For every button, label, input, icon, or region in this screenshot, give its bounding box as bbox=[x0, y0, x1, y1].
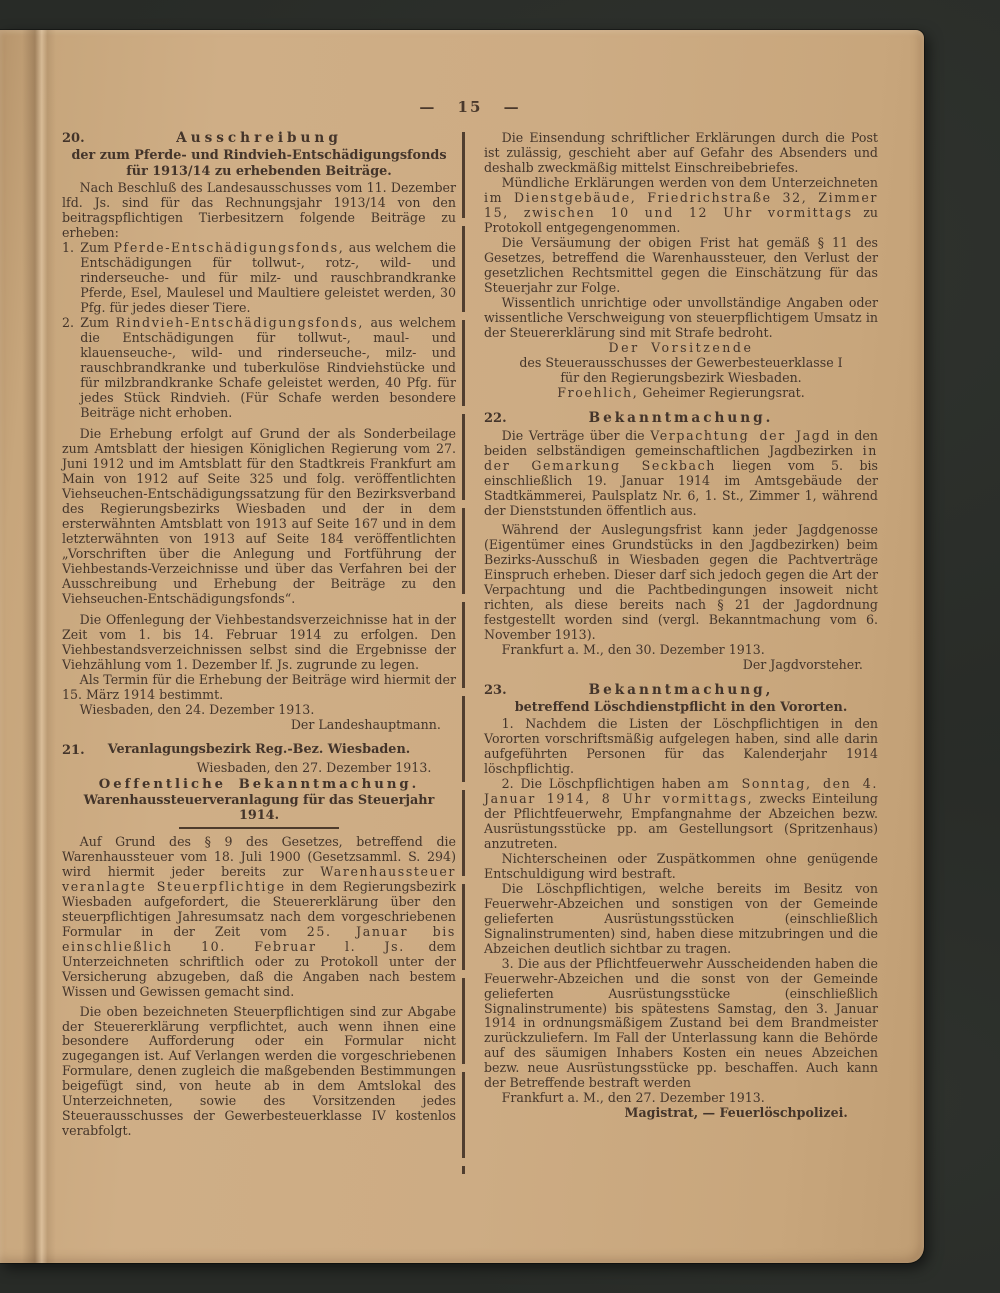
list-text-emphasis: Rindvieh-Entschädigungsfonds, bbox=[115, 315, 364, 330]
dateline: Frankfurt a. M., den 30. Dezember 1913. bbox=[501, 641, 765, 657]
section-21-continuation bbox=[484, 130, 878, 400]
paragraph-text: zu Protokoll entgegengenommen. bbox=[484, 204, 878, 235]
page-number: — 15 — bbox=[419, 98, 521, 116]
paragraph: Die Versäumung der obigen Frist hat gemäß § 11 des Gesetzes, betreffend die Warenhaussteuer, den Verlust der gesetzlichen Rechtsmittel gegen die Einschätzung für das Steuerjahr zur Folge. bbox=[484, 234, 878, 295]
paragraph-text: Die Verträge über die bbox=[501, 427, 651, 443]
list-text: aus welchem die Entschädigungen für tollwut-, rotz-, wild- und rinderseuche- und für milz- und rauschbrandkranke Pferde, Esel, Maulesel und Maultiere geleistet werden, 30 Pfg. für jedes dieser Tiere. bbox=[80, 240, 456, 316]
section-20-header bbox=[62, 130, 456, 146]
section-title: Bekanntmachung. bbox=[588, 409, 774, 426]
paragraph: 1. Nachdem die Listen der Löschpflichtigen in den Vororten vorschriftsmäßig aufgelegen haben, sind alle darin aufgeführten Personen für das Kalenderjahr 1914 löschpflichtig. bbox=[484, 715, 878, 776]
paragraph-text: 2. Die Löschpflichtigen haben bbox=[501, 775, 708, 791]
section-22 bbox=[484, 410, 878, 672]
list-text: aus welchem die Entschädigungen für tollwut-, maul- und klauenseuche-, wild- und rinderseuche-, milz- und rauschbrandkranke und tuberkulöse Rindviehstücke und für milzbrandkranke Schafe geleistet werden, 40 Pfg. für jedes Stück Rindvieh. (Für Schafe werden besondere Beiträge nicht erhoben. bbox=[80, 315, 456, 420]
right-column bbox=[484, 130, 878, 1148]
paragraph: Die Löschpflichtigen, welche bereits im Besitz von Feuerwehr-Abzeichen und sonstigen von der Gemeinde gelieferten Ausrüstungsstücken (einschließlich Signalinstrumenten) sind, haben diese mitzubringen und die Abzeichen deutlich sichtbar zu tragen. bbox=[484, 880, 878, 956]
list-item bbox=[62, 240, 456, 315]
dateline: Frankfurt a. M., den 27. Dezember 1913. bbox=[501, 1090, 765, 1106]
section-number: 20. bbox=[62, 131, 85, 146]
section-21 bbox=[62, 742, 456, 1139]
paragraph-text-emphasis: am Sonntag, den 4. Januar 1914, 8 Uhr vormittags, bbox=[484, 775, 878, 806]
section-21-header bbox=[62, 742, 456, 758]
public-notice-heading: Oeffentliche Bekanntmachung. bbox=[98, 776, 420, 792]
paragraph-text-emphasis: in der Gemarkung Seckbach bbox=[484, 442, 878, 473]
section-subtitle: betreffend Löschdienstpflicht in den Vororten. bbox=[514, 699, 848, 715]
paragraph bbox=[484, 175, 878, 235]
paragraph-text-emphasis: Warenhaussteuer veranlagte Steuerpflichtige bbox=[62, 863, 456, 894]
signature-name-emphasis: Froehlich, bbox=[557, 384, 639, 400]
section-22-header bbox=[484, 410, 878, 426]
paragraph-text: Mündliche Erklärungen werden von dem Unterzeichneten bbox=[501, 174, 878, 190]
paragraph: Die Offenlegung der Viehbestandsverzeichnisse hat in der Zeit vom 1. bis 14. Februar 1914 zu erfolgen. Den Viehbestandsverzeichnissen selbst sind die Ergebnisse der Viehzählung vom 1. Dezember lf. Js. zugrunde zu legen. bbox=[62, 611, 456, 672]
two-column-layout bbox=[62, 130, 878, 1148]
section-number: 22. bbox=[484, 410, 507, 426]
scanned-gazette-page bbox=[0, 30, 924, 1263]
heading-rule bbox=[179, 827, 339, 829]
paragraph: Die Erhebung erfolgt auf Grund der als Sonderbeilage zum Amtsblatt der hiesigen Königlichen Regierung vom 27. Juni 1912 und im Amtsblatt für den Stadtkreis Frankfurt am Main von 1912 auf Seite 325 und folg. veröffentlichten Viehseuchen-Entschädigungssatzung für den Bezirksverband des Regierungsbezirks Wiesbaden und der in dem ersterwähnten Amtsblatt von 1913 auf Seite 167 und in dem letzterwähnten von 1913 auf Seite 184 veröffentlichten „Vorschriften über die Anlegung und Fortführung der Viehbestands-Verzeichnisse und über das Verfahren bei der Ausschreibung und Erhebung der Beiträge zu den Viehseuchen-Entschädigungsfonds“. bbox=[62, 425, 456, 606]
section-title: Bekanntmachung, bbox=[588, 681, 774, 698]
left-column bbox=[62, 130, 456, 1148]
section-number: 21. bbox=[62, 742, 85, 758]
paragraph-text-emphasis: im Dienstgebäude, Friedrichstraße 32, Zimmer 15, zwischen 10 und 12 Uhr vormittags bbox=[484, 189, 878, 220]
page-fold-crease bbox=[22, 30, 56, 1263]
signature: Der Landeshauptmann. bbox=[290, 716, 441, 732]
paragraph bbox=[62, 834, 456, 999]
dateline: Wiesbaden, den 27. Dezember 1913. bbox=[196, 759, 432, 775]
list-text-emphasis: Pferde-Entschädigungsfonds, bbox=[113, 240, 345, 256]
signature: Magistrat, — Feuerlöschpolizei. bbox=[624, 1105, 848, 1121]
signature-role: Der Vorsitzende bbox=[608, 339, 754, 355]
paragraph-text: in den beiden selbständigen gemeinschaftlichen Jagdbezirken bbox=[484, 427, 878, 458]
notice-subject-heading: Warenhaussteuerveranlagung für das Steuerjahr 1914. bbox=[83, 793, 435, 824]
dateline: Wiesbaden, den 24. Dezember 1913. bbox=[79, 701, 315, 717]
paragraph-text: in dem Regierungsbezirk Wiesbaden aufgefordert, die Steuererklärung über den steuerpflichtigen Jahresumsatz nach dem vorgeschriebenen Formular in der Zeit vom bbox=[62, 878, 456, 939]
section-subtitle: der zum Pferde- und Rindvieh-Entschädigungsfonds für 1913/14 zu erhebenden Beiträge. bbox=[71, 148, 447, 180]
section-title: Ausschreibung bbox=[176, 130, 342, 146]
signature-name-rest: Geheimer Regierungsrat. bbox=[638, 384, 805, 400]
paragraph: Nach Beschluß des Landesausschusses vom 11. Dezember lfd. Js. sind für das Rechnungsjahr 1913/14 von den beitragspflichtigen Tierbesitzern folgende Beiträge zu erheben: bbox=[62, 180, 456, 241]
section-23 bbox=[484, 682, 878, 1121]
signature: Der Jagdvorsteher. bbox=[742, 656, 863, 672]
paragraph-text-emphasis: 25. Januar bis einschließlich 10. Februar l. Js. bbox=[62, 923, 456, 954]
paragraph-text: dem Unterzeichneten schriftlich oder zu Protokoll unter der Versicherung abzugeben, daß die Angaben nach bestem Wissen und Gewissen gemacht sind. bbox=[62, 938, 456, 999]
column-divider-rule bbox=[462, 132, 465, 1174]
list-number: 1. bbox=[62, 240, 75, 256]
section-20 bbox=[62, 130, 456, 732]
paragraph: Nichterscheinen oder Zuspätkommen ohne genügende Entschuldigung wird bestraft. bbox=[484, 850, 878, 881]
paragraph-text: liegen vom 5. bis einschließlich 19. Januar 1914 im Amtsgebäude der Stadtkämmerei, Paulsplatz Nr. 6, 1. St., Zimmer 1, während der Dienststunden öffentlich aus. bbox=[484, 457, 879, 518]
signature-name bbox=[484, 385, 878, 400]
paragraph: Die oben bezeichneten Steuerpflichtigen sind zur Abgabe der Steuererklärung verpflichtet, auch wenn ihnen eine besondere Aufforderung oder ein Formular nicht zugegangen ist. Auf Verlangen werden die vorgeschriebenen Formulare, denen zugleich die maßgebenden Bestimmungen beigefügt sind, von heute ab in dem Amtslokal des Unterzeichneten, sowie des Vorsitzenden jedes Steuerausschusses der Gewerbesteuerklasse IV kostenlos verabfolgt. bbox=[62, 1003, 456, 1139]
section-number: 23. bbox=[484, 682, 507, 698]
paragraph bbox=[484, 776, 878, 851]
paragraph: Während der Auslegungsfrist kann jeder Jagdgenosse (Eigentümer eines Grundstücks in den Jagdbezirken) beim Bezirks-Ausschuß in Wiesbaden gegen die Pachtverträge Einspruch erheben. Dieser darf sich jedoch gegen die Art der Verpachtung und die Pachtbedingungen insoweit nicht richten, als diese bereits nach § 21 der Jagdordnung festgestellt worden sind (vergl. Bekanntmachung vom 6. November 1913). bbox=[484, 521, 878, 642]
paragraph-text: zwecks Einteilung der Pflichtfeuerwehr, Empfangnahme der Abzeichen bezw. Ausrüstungsstücke pp. am Gestellungsort (Spritzenhaus) anzutreten. bbox=[484, 790, 878, 851]
paragraph: Wissentlich unrichtige oder unvollständige Angaben oder wissentliche Verschweigung von steuerpflichtigem Umsatz in der Steuererklärung sind mit Strafe bedroht. bbox=[484, 294, 878, 340]
paragraph: Die Einsendung schriftlicher Erklärungen durch die Post ist zulässig, geschieht aber auf Gefahr des Absenders und deshalb zweckmäßig mittelst Einschreibebriefes. bbox=[484, 130, 878, 175]
paragraph-text-emphasis: Verpachtung der Jagd bbox=[650, 427, 832, 443]
section-title: Veranlagungsbezirk Reg.-Bez. Wiesbaden. bbox=[107, 741, 411, 757]
paragraph: Als Termin für die Erhebung der Beiträge wird hiermit der 15. März 1914 bestimmt. bbox=[62, 671, 456, 702]
section-23-header bbox=[484, 682, 878, 698]
list-item bbox=[62, 315, 456, 420]
paragraph: 3. Die aus der Pflichtfeuerwehr Ausscheidenden haben die Feuerwehr-Abzeichen und die sonst von der Gemeinde gelieferten Ausrüstungsstücke (einschließlich Signalinstrumente) bis spätestens Samstag, den 3. Januar 1914 in ordnungsmäßigem Zustand bei dem Brandmeister zurückzuliefern. Im Fall der Unterlassung kann die Behörde auf des säumigen Inhabers Kosten ein neues Abzeichen bezw. neue Ausrüstungsstücke pp. beschaffen. Auch kann der Betreffende bestraft werden bbox=[484, 955, 878, 1091]
paragraph-text: Auf Grund des § 9 des Gesetzes, betreffend die Warenhaussteuer vom 18. Juli 1900 (Gesetzsamml. S. 294) wird hiermit jeder bereits zur bbox=[62, 833, 456, 879]
signature-org: des Steuerausschusses der Gewerbesteuerklasse I bbox=[519, 354, 843, 370]
list-text: Zum bbox=[80, 240, 114, 256]
list-number: 2. bbox=[62, 315, 75, 330]
page-content bbox=[62, 98, 878, 1148]
paragraph bbox=[484, 428, 878, 518]
signature-org: für den Regierungsbezirk Wiesbaden. bbox=[560, 369, 802, 385]
list-text: Zum bbox=[80, 315, 116, 330]
